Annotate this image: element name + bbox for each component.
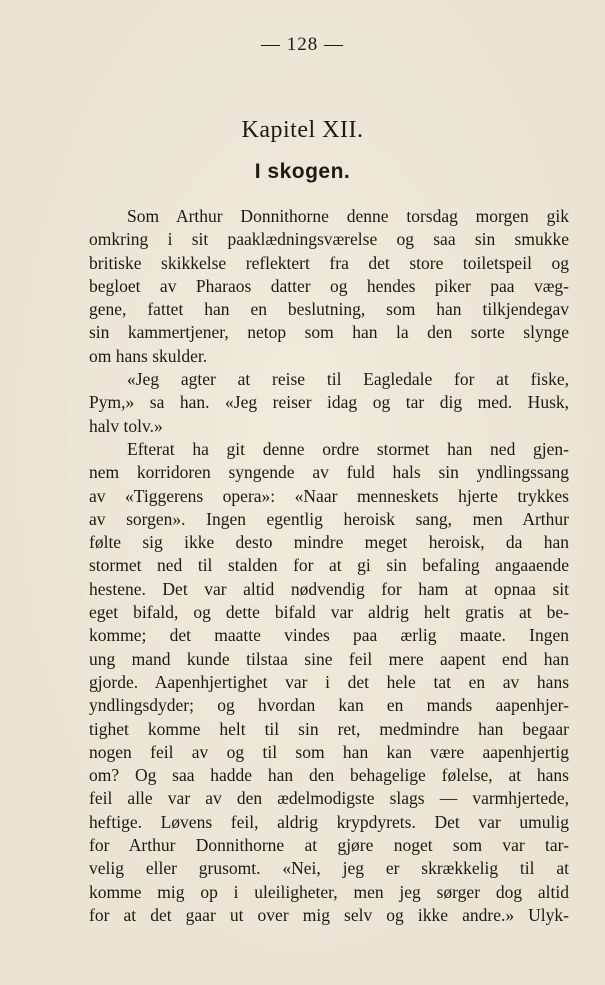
text-line: av «Tiggerens opera»: «Naar menneskets hjerte trykkes: [89, 485, 569, 506]
text-line: nem korridoren syngende av fuld hals sin yndlingssang: [89, 462, 569, 483]
text-line: eget bifald, og dette bifald var aldrig helt gratis at be-: [89, 602, 569, 623]
chapter-title: Kapitel XII.: [241, 117, 364, 143]
text-line: gjorde. Aapenhjertighet var i det hele tat en av hans: [89, 671, 569, 692]
text-line: Efterat ha git denne ordre stormet han ned gjen-: [127, 438, 569, 459]
text-line: velig eller grusomt. «Nei, jeg er skrækkelig til at: [89, 858, 569, 879]
text-line: Pym,» sa han. «Jeg reiser idag og tar dig med. Husk,: [89, 392, 569, 413]
text-line: begloet av Pharaos datter og hendes piker paa væg-: [89, 275, 569, 296]
text-line: heftige. Løvens feil, aldrig krypdyrets. Det var umulig: [89, 811, 569, 832]
text-line: halv tolv.»: [89, 415, 163, 436]
text-line: Som Arthur Donnithorne denne torsdag morgen gik: [127, 206, 569, 226]
text-line: om? Og saa hadde han den behagelige følelse, at hans: [89, 765, 569, 786]
text-line: komme; det maatte vindes paa ærlig maate. Ingen: [89, 625, 569, 646]
body-text: [89, 205, 569, 927]
text-line: nogen feil av og til som han kan være aapenhjertig: [89, 741, 569, 762]
section-title: I skogen.: [254, 160, 351, 183]
text-line: omkring i sit paaklædningsværelse og saa sin smukke: [89, 229, 569, 250]
page-number: — 128 —: [261, 34, 344, 55]
text-line: britiske skikkelse reflektert fra det store toiletspeil og: [89, 252, 569, 273]
text-line: ung mand kunde tilstaa sine feil mere aapent end han: [89, 648, 569, 669]
text-line: stormet ned til stalden for at gi sin befaling angaaende: [89, 555, 569, 576]
text-line: hestene. Det var altid nødvendig for ham at opnaa sit: [89, 578, 569, 599]
text-line: gene, fattet han en beslutning, som han tilkjendegav: [89, 299, 569, 320]
text-line: av sorgen». Ingen egentlig heroisk sang, men Arthur: [89, 508, 569, 529]
text-line: om hans skulder.: [89, 345, 208, 366]
text-line: feil alle var av den ædelmodigste slags — varmhjertede,: [89, 788, 569, 809]
text-line: for Arthur Donnithorne at gjøre noget som var tar-: [89, 835, 569, 856]
text-line: sin kammertjener, netop som han la den sorte slynge: [89, 322, 569, 343]
text-line: «Jeg agter at reise til Eagledale for at fiske,: [127, 369, 569, 390]
text-line: for at det gaar ut over mig selv og ikke andre.» Ulyk-: [89, 904, 569, 925]
text-line: komme mig op i uleiligheter, men jeg sørger dog altid: [89, 881, 569, 902]
text-line: følte sig ikke desto mindre meget heroisk, da han: [89, 532, 569, 553]
text-line: yndlingsdyder; og hvordan kan en mands aapenhjer-: [89, 695, 569, 716]
text-line: tighet komme helt til sin ret, medmindre han begaar: [89, 718, 569, 739]
